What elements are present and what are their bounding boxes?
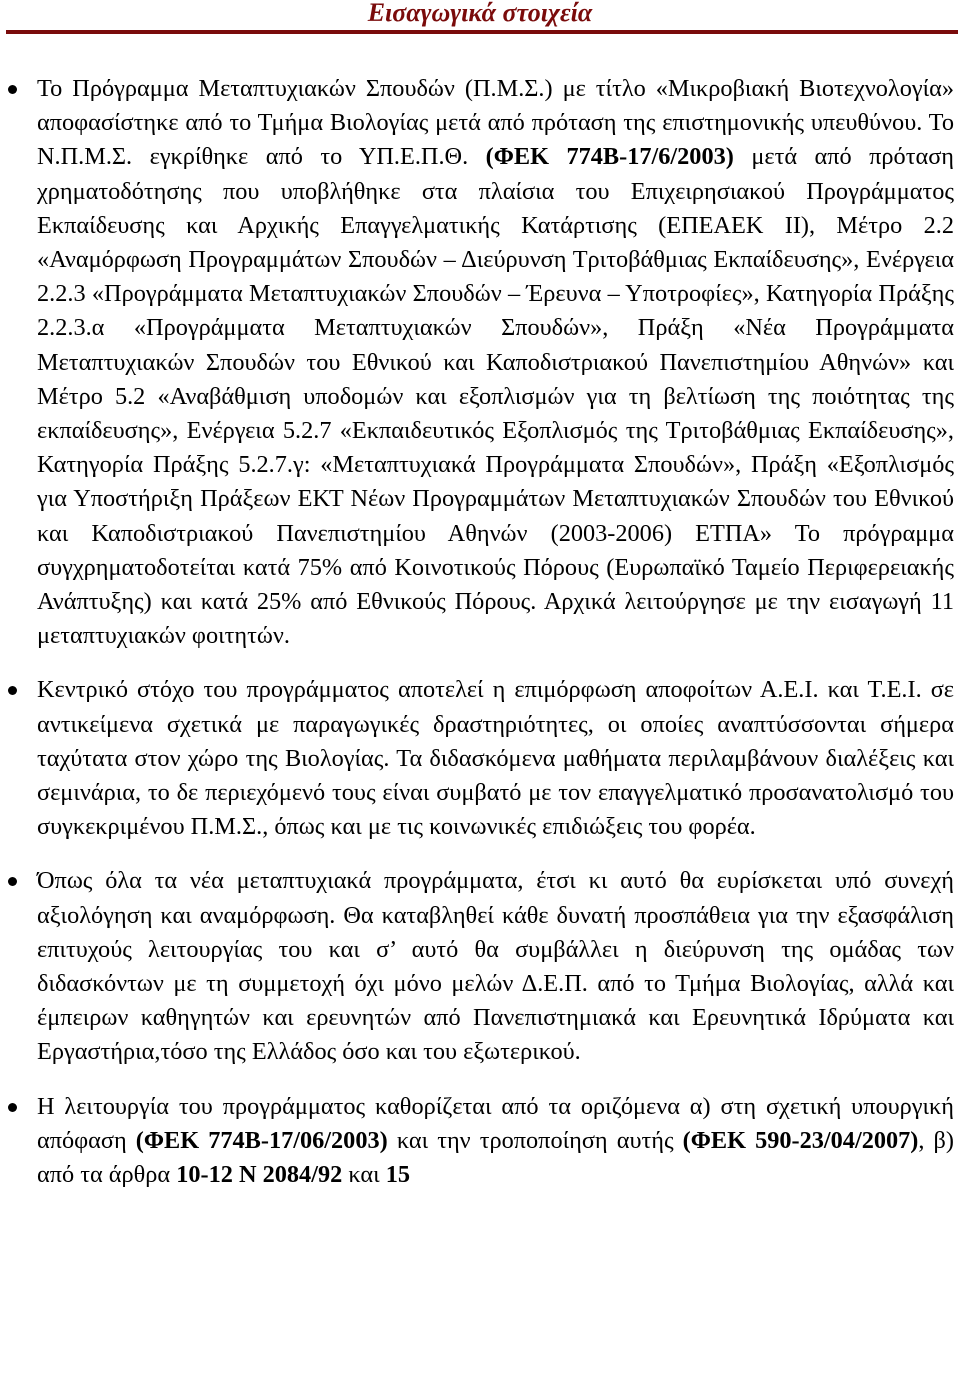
bold-reference: 10-12 Ν 2084/92	[176, 1161, 343, 1189]
page-title: Εισαγωγικά στοιχεία	[367, 0, 593, 27]
paragraph-text: Κεντρικό στόχο του προγράμματος αποτελεί η επιμόρφωση αποφοίτων Α.Ε.Ι. και Τ.Ε.Ι. σε αντικείμενα σχετικά με παραγωγικές δραστηριότητες, οι οποίες αναπτύσσονται σήμερα ταχύτατα στον χώρο της Βιολογίας. Τα διδασκόμενα μαθήματα περιλαμβάνουν διαλέξεις και σεμινάρια, το δε περιεχόμενό τους είναι συμβατό με τον επαγγελματικό προσανατολισμό του συγκεκριμένου Π.Μ.Σ., όπως και με τις κοινωνικές επιδιώξεις του φορέα.	[37, 676, 954, 841]
bullet-item	[0, 864, 960, 1069]
bold-reference: (ΦΕΚ 774Β-17/6/2003)	[485, 143, 734, 171]
paragraph-text: και την τροποποίηση αυτής	[387, 1126, 683, 1154]
bold-reference: (ΦΕΚ 590-23/04/2007)	[682, 1126, 919, 1154]
paragraph-text: μετά από πρόταση χρηματοδότησης που υποβλήθηκε στα πλαίσια του Επιχειρησιακού Προγράμματος Εκπαίδευσης και Αρχικής Επαγγελματικής Κατάρτισης (ΕΠΕΑΕΚ ΙΙ), Μέτρο 2.2 «Αναμόρφωση Προγραμμάτων Σπουδών – Διεύρυνση Τριτοβάθμιας Εκπαίδευσης», Ενέργεια 2.2.3 «Προγράμματα Μεταπτυχιακών Σπουδών – Έρευνα – Υποτροφίες», Κατηγορία Πράξης 2.2.3.α «Προγράμματα Μεταπτυχιακών Σπουδών», Πράξη «Νέα Προγράμματα Μεταπτυχιακών Σπουδών του Εθνικού και Καποδιστριακού Πανεπιστημίου Αθηνών» και Μέτρο 5.2 «Αναβάθμιση υποδομών και εξοπλισμών για τη βελτίωση της ποιότητας της εκπαίδευσης», Ενέργεια 5.2.7 «Εκπαιδευτικός Εξοπλισμός της Τριτοβάθμιας Εκπαίδευσης», Κατηγορία Πράξης 5.2.7.γ: «Μεταπτυχιακά Προγράμματα Σπουδών», Πράξη «Εξοπλισμός για Υποστήριξη Πράξεων ΕΚΤ Νέων Προγραμμάτων Μεταπτυχιακών Σπουδών του Εθνικού και Καποδιστριακού Πανεπιστημίου Αθηνών (2003-2006) ΕΤΠΑ» Το πρόγραμμα συγχρηματοδοτείται κατά 75% από Κοινοτικούς Πόρους (Ευρωπαϊκό Ταμείο Περιφερειακής Ανάπτυξης) και κατά 25% από Εθνικούς Πόρους. Αρχικά λειτούργησε με την εισαγωγή 11 μεταπτυχιακών φοιτητών.	[37, 143, 955, 650]
bullet-point-icon	[8, 877, 17, 886]
bullet-point-icon	[8, 85, 17, 94]
bold-reference: (ΦΕΚ 774Β-17/06/2003)	[135, 1126, 388, 1154]
bullet-item	[0, 673, 960, 844]
bullet-point-icon	[8, 686, 17, 695]
header-divider	[6, 30, 958, 34]
paragraph-text: Όπως όλα τα νέα μεταπτυχιακά προγράμματα, έτσι κι αυτό θα ευρίσκεται υπό συνεχή αξιολόγηση και αναμόρφωση. Θα καταβληθεί κάθε δυνατή προσπάθεια για την εξασφάλιση επιτυχούς λειτουργίας του και σ’ αυτό θα συμβάλλει η διεύρυνση της ομάδας των διδασκόντων με τη συμμετοχή όχι μόνο μελών Δ.Ε.Π. από το Τμήμα Βιολογίας, αλλά και έμπειρων καθηγητών και ερευνητών από Πανεπιστημιακά και Ερευνητικά Ιδρύματα και Εργαστήρια,τόσο της Ελλάδος όσο και του εξωτερικού.	[37, 867, 954, 1066]
bold-reference: 15	[385, 1161, 410, 1189]
bullet-item	[0, 72, 960, 653]
paragraph-text: Η λειτουργία του προγράμματος καθορίζεται από τα οριζόμενα α) στη σχετική υπουργική απόφαση	[37, 1092, 954, 1154]
bullet-point-icon	[8, 1103, 17, 1112]
bullet-paragraph	[37, 1090, 954, 1193]
paragraph-text: και	[342, 1161, 386, 1189]
bullet-item	[0, 1090, 960, 1193]
bullet-paragraph	[37, 72, 954, 653]
document-body	[0, 72, 960, 1212]
bullet-list	[0, 72, 960, 1192]
bullet-paragraph	[37, 673, 954, 844]
paragraph-text: , β) από τα άρθρα	[37, 1126, 955, 1189]
bullet-paragraph	[37, 864, 954, 1069]
paragraph-text: Το Πρόγραμμα Μεταπτυχιακών Σπουδών (Π.Μ.Σ.) με τίτλο «Μικροβιακή Βιοτεχνολογία» αποφασίστηκε από το Τμήμα Βιολογίας μετά από πρόταση της επιστημονικής υπευθύνου. Το Ν.Π.Μ.Σ. εγκρίθηκε από το ΥΠ.Ε.Π.Θ.	[37, 75, 954, 171]
